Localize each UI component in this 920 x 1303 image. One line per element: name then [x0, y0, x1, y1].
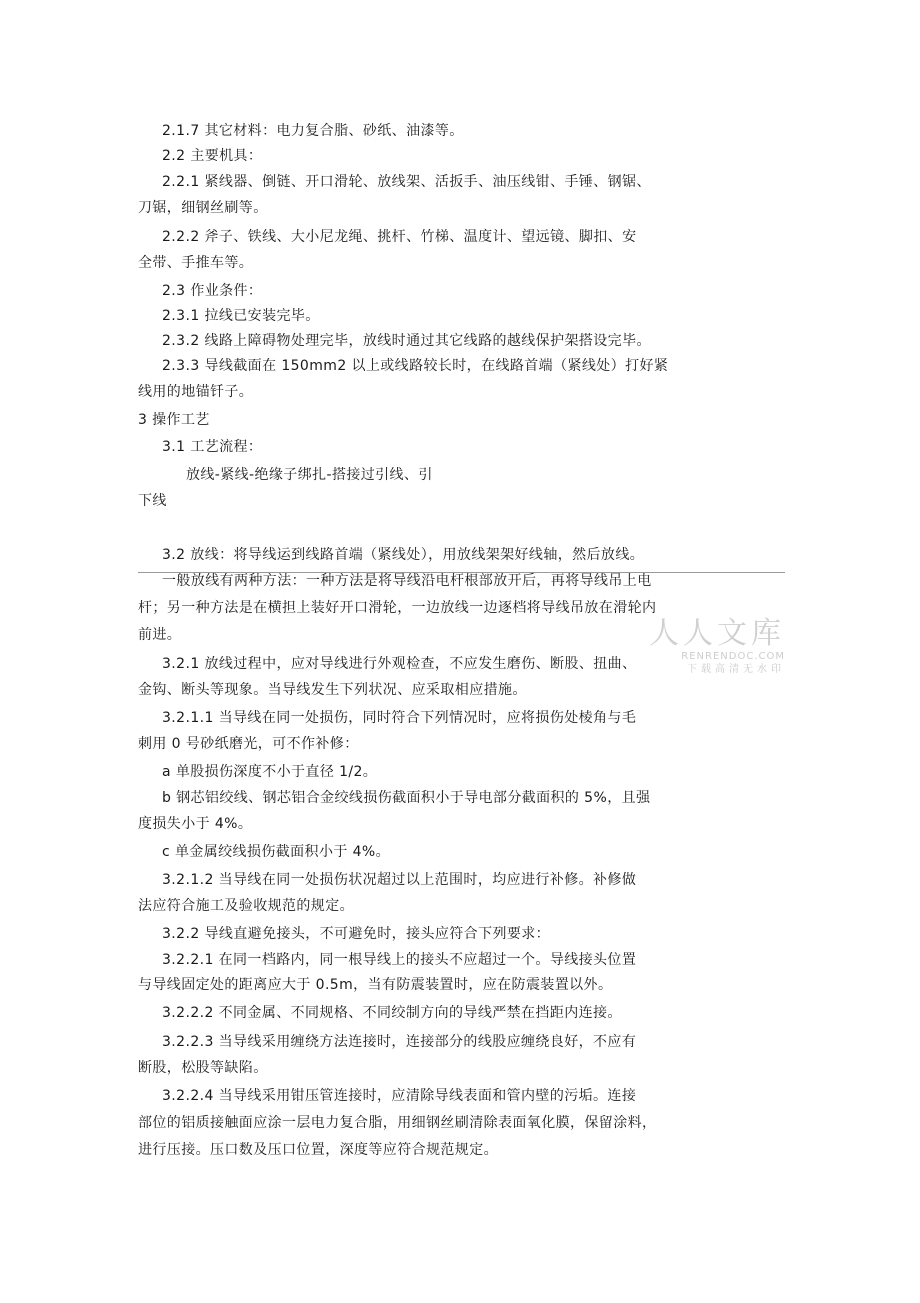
text-line: 度损失小于 4%。: [138, 816, 253, 832]
text-line: 进行压接。压口数及压口位置，深度等应符合规范规定。: [138, 1142, 498, 1158]
process-flow-text: 下线: [138, 493, 167, 509]
text-line: 一般放线有两种方法：一种方法是将导线沿电杆根部放开后，再将导线吊上电: [162, 573, 652, 589]
text-line: 2.2.1 紧线器、倒链、开口滑轮、放线架、活扳手、油压线钳、手锤、钢锯、: [162, 174, 651, 190]
text-line: c 单金属绞线损伤截面积小于 4%。: [162, 844, 391, 860]
text-line: 3.2.2.2 不同金属、不同规格、不同绞制方向的导线严禁在挡距内连接。: [162, 1005, 622, 1021]
text-line: 3.2.2 导线直避免接头，不可避免时，接头应符合下列要求：: [162, 926, 551, 942]
watermark-tagline: 下载高清无水印: [687, 664, 785, 675]
text-line: a 单股损伤深度不小于直径 1/2。: [162, 764, 378, 780]
text-line: 3.2.1.2 当导线在同一处损伤状况超过以上范围时，均应进行补修。补修做: [162, 872, 637, 888]
text-line: 2.2 主要机具：: [162, 148, 263, 164]
watermark-title: 人人文库: [649, 616, 785, 651]
text-line: 与导线固定处的距离应大于 0.5m，当有防震装置时，应在防震装置以外。: [138, 977, 613, 993]
text-line: b 钢芯铝绞线、钢芯铝合金绞线损伤截面积小于导电部分截面积的 5%，且强: [162, 790, 651, 806]
text-line: 3.2.1.1 当导线在同一处损伤，同时符合下列情况时，应将损伤处棱角与毛: [162, 710, 637, 726]
text-line: 3.1 工艺流程：: [162, 439, 263, 455]
watermark: [615, 617, 785, 677]
text-line: 刺用 0 号砂纸磨光，可不作补修：: [138, 736, 359, 752]
text-line: 杆；另一种方法是在横担上装好开口滑轮，一边放线一边逐档将导线吊放在滑轮内: [138, 600, 657, 616]
section-heading: 3 操作工艺: [138, 412, 210, 428]
text-line: 3.2.2.3 当导线采用缠绕方法连接时，连接部分的线股应缠绕良好，不应有: [162, 1034, 637, 1050]
text-line: 前进。: [138, 627, 182, 643]
text-line: 线用的地锚钎子。: [138, 384, 254, 400]
text-line: 法应符合施工及验收规范的规定。: [138, 898, 354, 914]
process-flow-text: 放线-紧线-绝缘子绑扎-搭接过引线、引: [186, 467, 433, 483]
text-line: 3.2.2.1 在同一档路内，同一根导线上的接头不应超过一个。导线接头位置: [162, 952, 637, 968]
text-line: 2.1.7 其它材料：电力复合脂、砂纸、油漆等。: [162, 123, 464, 139]
text-line: 2.3.1 拉线已安装完毕。: [162, 308, 320, 324]
text-line: 3.2 放线：将导线运到线路首端（紧线处），用放线架架好线轴，然后放线。: [162, 547, 645, 563]
watermark-url: RENRENDOC.COM: [681, 651, 785, 662]
text-line: 2.2.2 斧子、铁线、大小尼龙绳、挑杆、竹梯、温度计、望远镜、脚扣、安: [162, 229, 637, 245]
text-line: 2.3.3 导线截面在 150mm2 以上或线路较长时，在线路首端（紧线处）打好紧: [162, 358, 669, 374]
text-line: 2.3.2 线路上障碍物处理完毕，放线时通过其它线路的越线保护架搭设完毕。: [162, 333, 651, 349]
text-line: 部位的铝质接触面应涂一层电力复合脂，用细钢丝刷清除表面氧化膜，保留涂料，: [138, 1115, 657, 1131]
text-line: 全带、手推车等。: [138, 255, 254, 271]
text-line: 3.2.2.4 当导线采用钳压管连接时，应清除导线表面和管内壁的污垢。连接: [162, 1088, 637, 1104]
text-line: 刀锯，细钢丝刷等。: [138, 200, 268, 216]
text-line: 2.3 作业条件：: [162, 283, 263, 299]
text-line: 3.2.1 放线过程中，应对导线进行外观检查，不应发生磨伤、断股、扭曲、: [162, 656, 637, 672]
text-line: 金钩、断头等现象。当导线发生下列状况、应采取相应措施。: [138, 682, 527, 698]
text-line: 断股，松股等缺陷。: [138, 1060, 268, 1076]
